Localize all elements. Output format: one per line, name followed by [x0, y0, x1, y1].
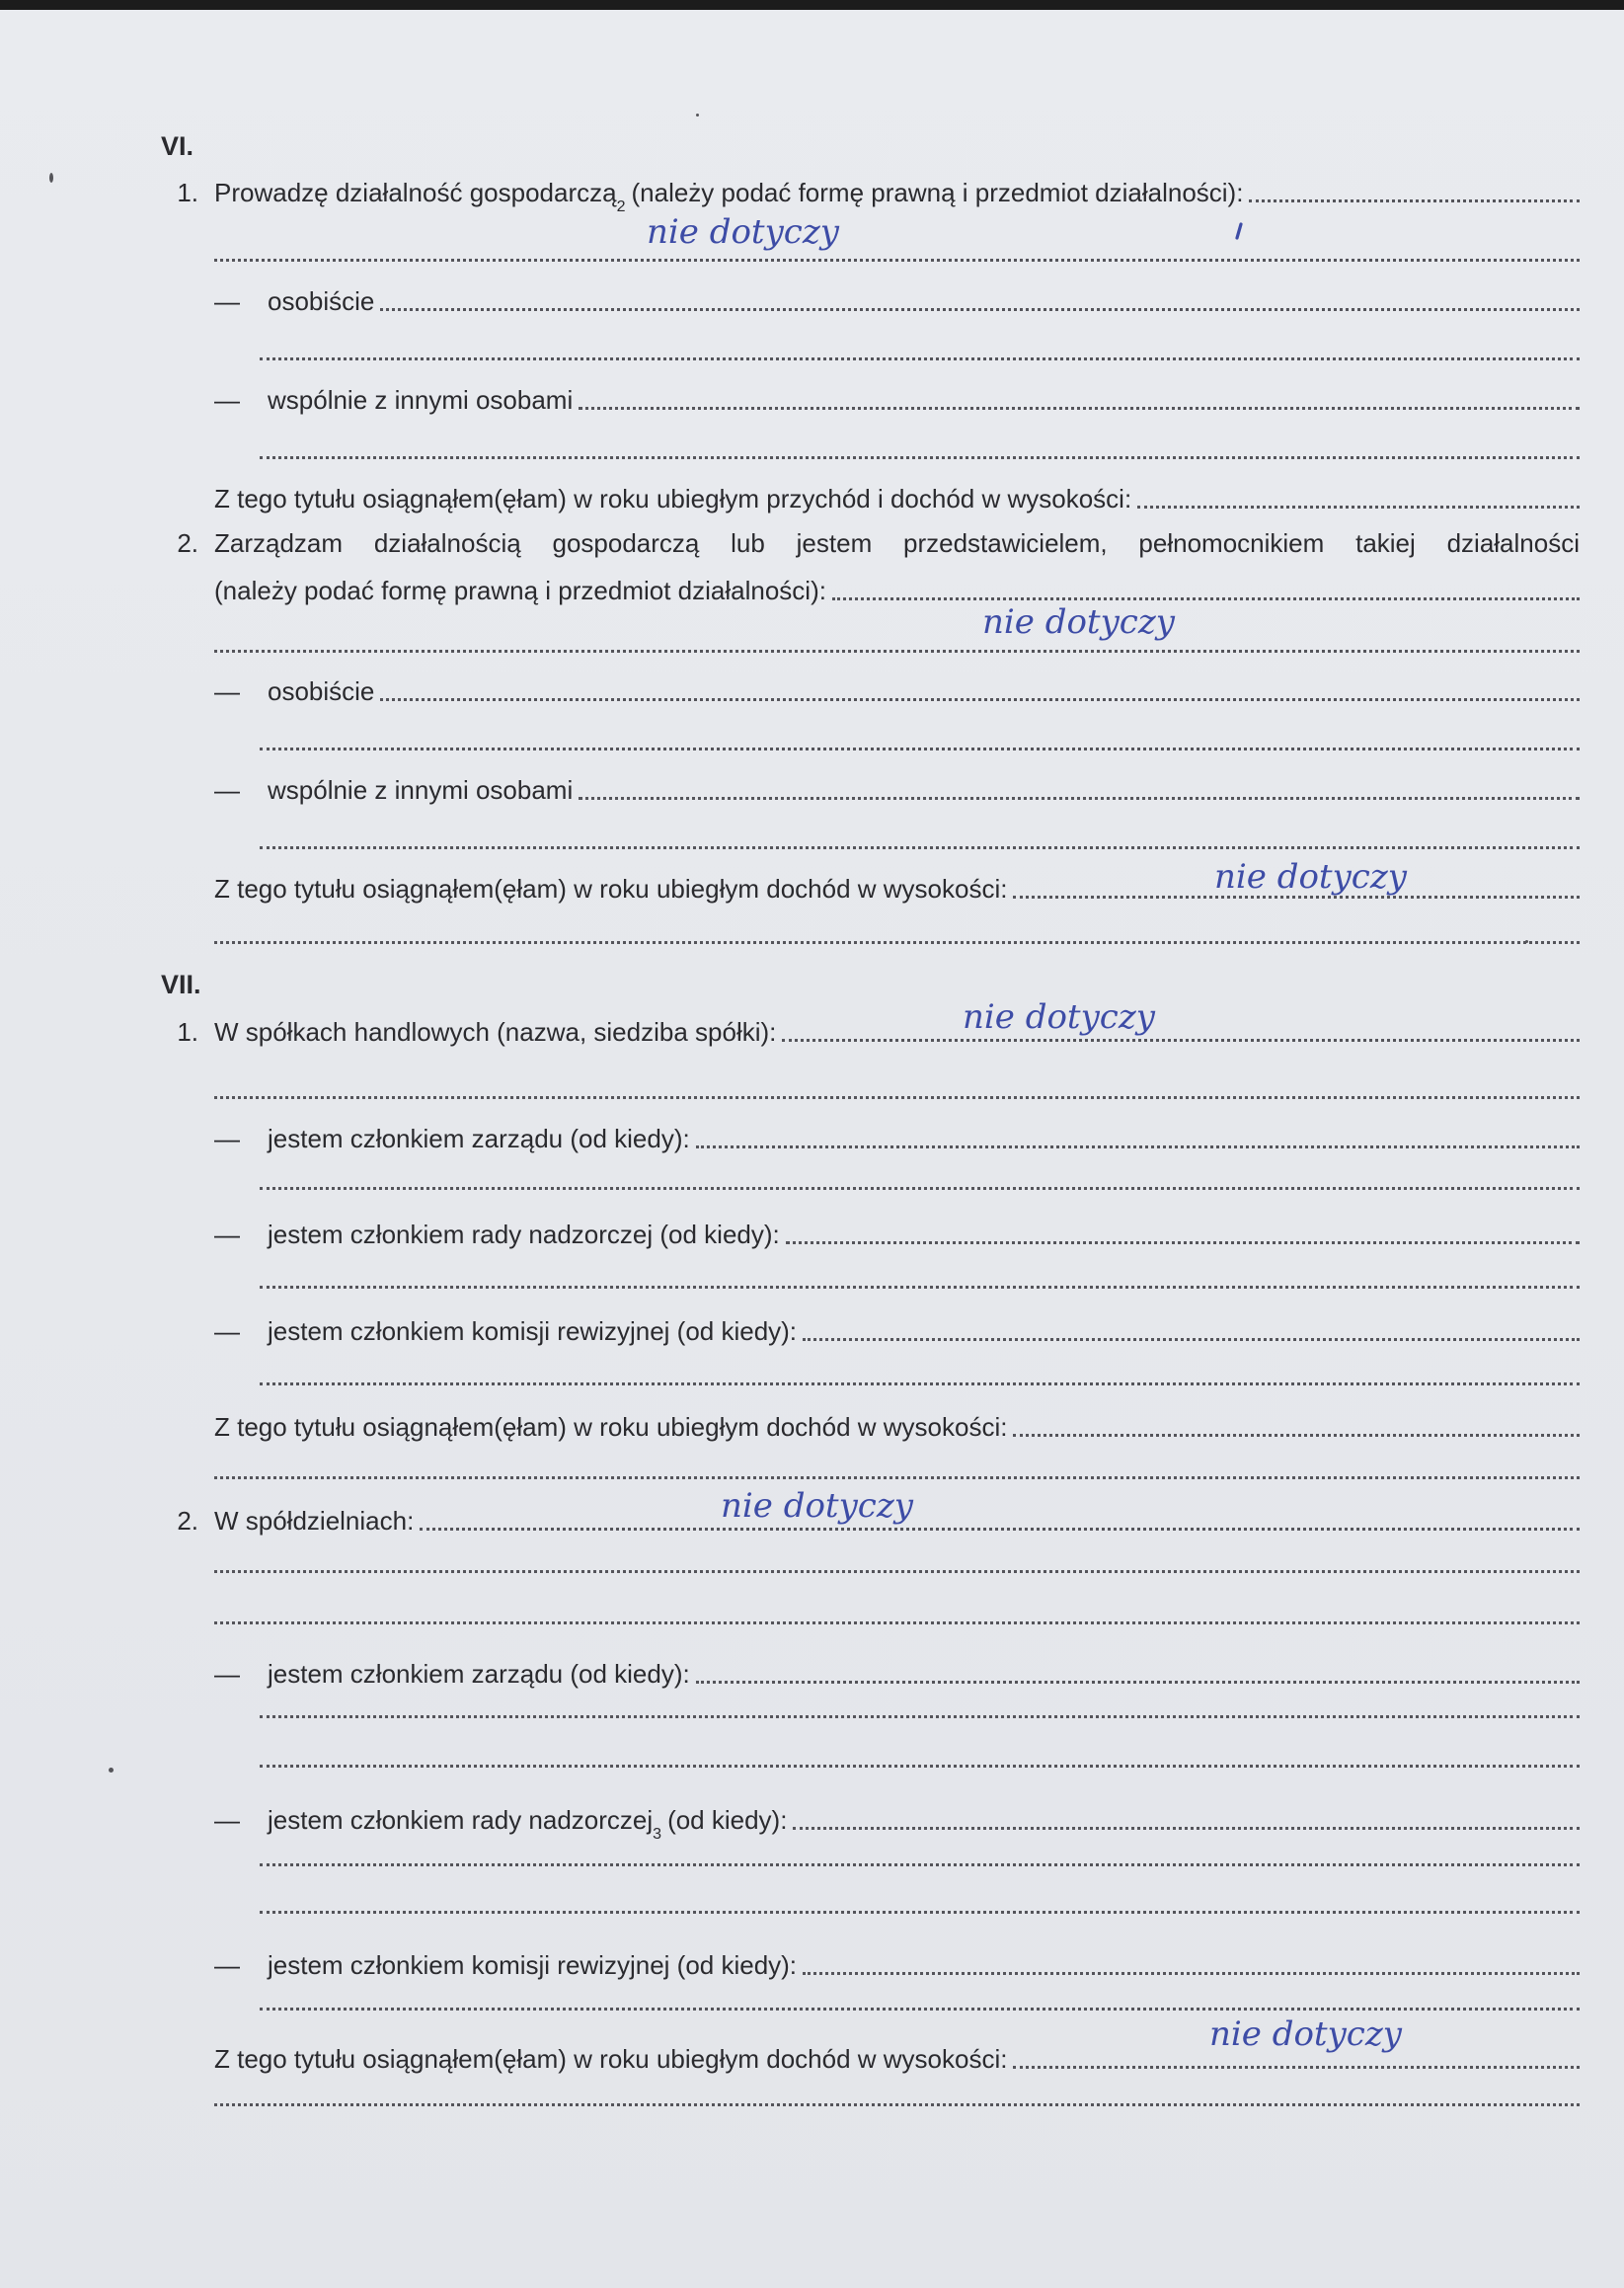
vii-item2-audit-fill[interactable] — [803, 1971, 1580, 1975]
vii-item1-audit-fill[interactable] — [803, 1337, 1580, 1341]
scan-edge — [0, 0, 1624, 10]
vii-item1-number: 1. — [177, 1017, 198, 1047]
vii-item1-fill[interactable] — [782, 1038, 1580, 1042]
vi-item2-jointly-line: — wspólnie z innymi osobami — [214, 765, 1580, 805]
vii-item1-audit-fill-line[interactable] — [260, 1382, 1580, 1385]
vi-item2-income-handwritten: nie dotyczy — [1214, 857, 1407, 897]
vi-item2-fill-line[interactable] — [214, 650, 1580, 653]
vi-item1-personally-fill[interactable] — [380, 307, 1580, 311]
vii-item1-text: W spółkach handlowych (nazwa, siedziba spółki): — [214, 1017, 777, 1047]
vi-item2-jointly-fill[interactable] — [579, 796, 1580, 800]
vii-item1-supervisory-line: — jestem członkiem rady nadzorczej (od kiedy): — [214, 1210, 1580, 1249]
vii-item2-income-label: Z tego tytułu osiągnąłem(ęłam) w roku ubiegłym dochód w wysokości: — [214, 2044, 1008, 2074]
vii-item2-board-fill[interactable] — [696, 1680, 1580, 1684]
scan-speck — [109, 1768, 114, 1773]
vi-item1-fill[interactable] — [1249, 198, 1580, 202]
vi-item1-income-line — [214, 474, 1580, 513]
vii-item1-fill-line[interactable] — [214, 1096, 1580, 1099]
vii-item1-income-fill-line[interactable] — [214, 1476, 1580, 1479]
vii-item1-board-fill[interactable] — [696, 1144, 1580, 1148]
vii-item1-income-line — [214, 1402, 1580, 1442]
vi-item1-jointly-fill-line[interactable] — [260, 456, 1580, 459]
vii-item1-board-fill-line[interactable] — [260, 1187, 1580, 1190]
vii-item2-number: 2. — [177, 1506, 198, 1536]
vi-item1-income-fill[interactable] — [1137, 505, 1580, 509]
vii-item1-income-fill[interactable] — [1013, 1433, 1580, 1437]
vii-item2-audit-fill-line[interactable] — [260, 2008, 1580, 2011]
vii-item2-handwritten: nie dotyczy — [721, 1486, 913, 1526]
vii-item2-fill-line-2[interactable] — [214, 1621, 1580, 1624]
vi-item1-text: Prowadzę działalność gospodarczą — [214, 178, 617, 207]
vii-item2-income-fill-line[interactable] — [214, 2103, 1580, 2106]
vi-item1-personally: osobiście — [268, 286, 375, 316]
vii-item2-fill[interactable] — [420, 1527, 1580, 1531]
vi-item1-personally-fill-line[interactable] — [260, 357, 1580, 360]
vii-item2-board-line: — jestem członkiem zarządu (od kiedy): — [214, 1649, 1580, 1689]
handwritten-tick — [1229, 222, 1249, 242]
vii-item1-supervisory-fill[interactable] — [786, 1240, 1580, 1244]
vii-item2-supervisory-after: (od kiedy): — [667, 1805, 788, 1835]
vii-item2-supervisory-fill[interactable] — [793, 1826, 1580, 1830]
vi-item1-income-label: Z tego tytułu osiągnąłem(ęłam) w roku ubiegłym przychód i dochód w wysokości: — [214, 484, 1132, 513]
vi-item1-handwritten: nie dotyczy — [647, 212, 839, 252]
vii-item1-supervisory: jestem członkiem rady nadzorczej (od kiedy): — [268, 1220, 780, 1249]
vi-item2-handwritten: nie dotyczy — [982, 602, 1175, 642]
scan-speck — [49, 173, 53, 183]
vi-item2-personally: osobiście — [268, 676, 375, 706]
vii-item2-supervisory: jestem członkiem rady nadzorczej — [268, 1805, 654, 1835]
vi-item2-jointly-fill-line[interactable] — [260, 846, 1580, 849]
vi-item2-income-fill-line[interactable] — [214, 941, 1580, 944]
vii-item2-audit-line: — jestem członkiem komisji rewizyjnej (od kiedy): — [214, 1940, 1580, 1980]
vii-item2-audit: jestem członkiem komisji rewizyjnej (od kiedy): — [268, 1950, 798, 1980]
vii-item2-board-fill-line-1[interactable] — [260, 1715, 1580, 1718]
vi-item2-text-line1: Zarządzam działalnością gospodarczą lub jestem przedstawicielem, pełnomocnikiem takiej działalności — [214, 528, 1580, 558]
vi-item1-jointly: wspólnie z innymi osobami — [268, 385, 574, 415]
vi-item1-personally-line: — osobiście — [214, 276, 1580, 316]
section-vi-heading: VI. — [161, 131, 194, 161]
vii-item1-audit: jestem członkiem komisji rewizyjnej (od kiedy): — [268, 1316, 798, 1346]
vi-item2-fill[interactable] — [832, 596, 1580, 600]
vi-item1-jointly-fill[interactable] — [579, 406, 1580, 410]
vi-item1-number: 1. — [177, 178, 198, 207]
vi-item1-fill-line[interactable] — [214, 259, 1580, 262]
vii-item2-supervisory-fill-line-2[interactable] — [260, 1911, 1580, 1914]
vi-item2-personally-fill-line[interactable] — [260, 748, 1580, 750]
vi-item1-jointly-line: — wspólnie z innymi osobami — [214, 375, 1580, 415]
vii-item1-line — [161, 1007, 1580, 1047]
vi-item2-personally-fill[interactable] — [380, 697, 1580, 701]
vii-item2-fill-line-1[interactable] — [214, 1570, 1580, 1573]
vii-item2-income-handwritten: nie dotyczy — [1209, 2014, 1402, 2054]
vii-item1-audit-line: — jestem członkiem komisji rewizyjnej (od kiedy): — [214, 1306, 1580, 1346]
vii-item2-supervisory-fill-line-1[interactable] — [260, 1863, 1580, 1866]
scan-speck — [696, 114, 699, 117]
vi-item2-personally-line: — osobiście — [214, 667, 1580, 706]
vi-item2-line1 — [161, 518, 1580, 558]
vii-item1-supervisory-fill-line[interactable] — [260, 1286, 1580, 1289]
vi-item1-text-after: (należy podać formę prawną i przedmiot działalności): — [631, 178, 1244, 207]
vi-item2-income-label: Z tego tytułu osiągnąłem(ęłam) w roku ubiegłym dochód w wysokości: — [214, 874, 1008, 904]
vii-item2-supervisory-line: — jestem członkiem rady nadzorczej 3 (od kiedy): — [214, 1795, 1580, 1835]
vi-item2-line2 — [214, 566, 1580, 605]
vii-item2-board-fill-line-2[interactable] — [260, 1765, 1580, 1768]
vi-item1-line: 1. Prowadzę działalność gospodarczą 2 (należy podać formę prawną i przedmiot działalności): — [161, 168, 1580, 207]
vii-item1-handwritten: nie dotyczy — [963, 997, 1155, 1037]
vi-item2-jointly: wspólnie z innymi osobami — [268, 775, 574, 805]
vii-item2-text: W spółdzielniach: — [214, 1506, 415, 1536]
vii-item2-income-fill[interactable] — [1013, 2065, 1580, 2069]
vii-item1-board: jestem członkiem zarządu (od kiedy): — [268, 1124, 690, 1153]
vii-item1-board-line: — jestem członkiem zarządu (od kiedy): — [214, 1114, 1580, 1153]
vi-item2-number: 2. — [177, 528, 198, 558]
vii-item1-income-label: Z tego tytułu osiągnąłem(ęłam) w roku ubiegłym dochód w wysokości: — [214, 1412, 1008, 1442]
vi-item2-text-line2: (należy podać formę prawną i przedmiot działalności): — [214, 576, 826, 605]
section-vii-heading: VII. — [161, 970, 201, 999]
form-page — [0, 10, 1624, 2288]
vii-item2-board: jestem członkiem zarządu (od kiedy): — [268, 1659, 690, 1689]
